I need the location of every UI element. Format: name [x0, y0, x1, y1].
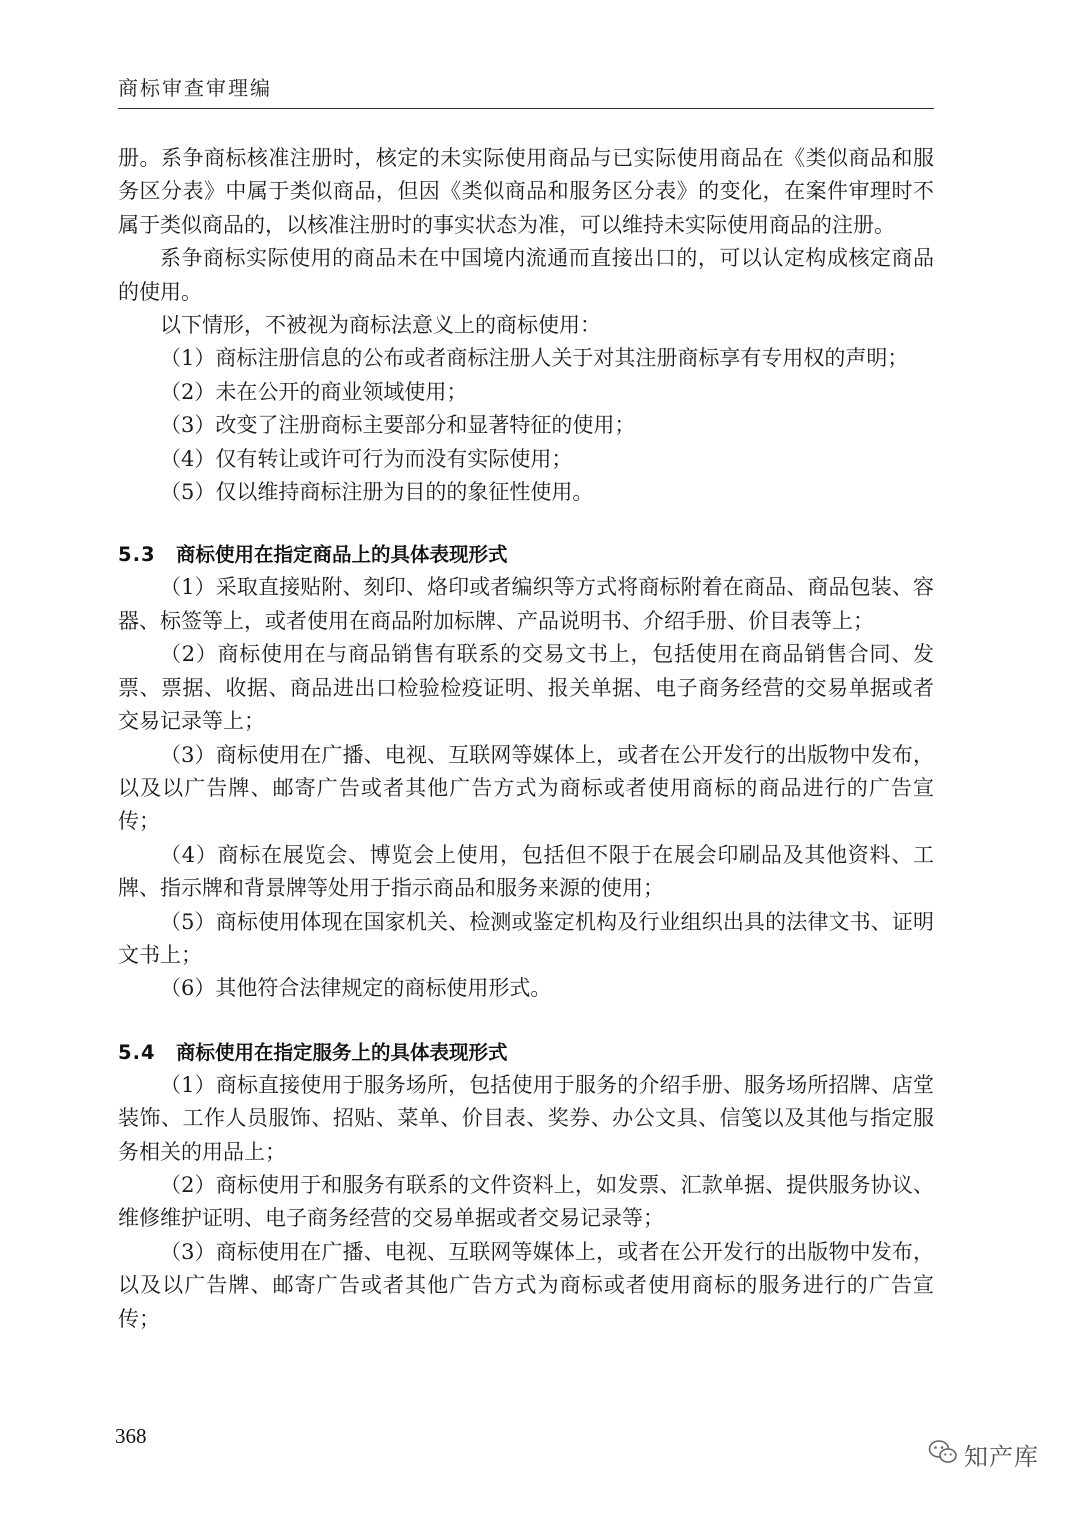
paragraph-non-use-intro: 以下情形，不被视为商标法意义上的商标使用： [160, 313, 601, 338]
list-item: （4）商标在展览会、博览会上使用，包括但不限于在展会印刷品及其他资料、工牌、指示牌和背景牌等处用于指示商品和服务来源的使用； [118, 842, 934, 901]
section-number: 5.3 [118, 543, 156, 567]
section-heading-5-3 [118, 538, 934, 571]
page-number: 368 [115, 1424, 147, 1448]
section-number: 5.4 [118, 1040, 156, 1064]
list-item: （2）商标使用于和服务有联系的文件资料上，如发票、汇款单据、提供服务协议、维修维护证明、电子商务经营的交易单据或者交易记录等； [118, 1172, 934, 1231]
running-header [118, 70, 934, 109]
non-use-list [118, 342, 934, 509]
list-item: （2）未在公开的商业领域使用； [160, 379, 468, 404]
header-title: 商标审查审理编 [118, 76, 272, 100]
page-body [118, 142, 934, 1336]
list-item: （3）商标使用在广播、电视、互联网等媒体上，或者在公开发行的出版物中发布，以及以广告牌、邮寄广告或者其他广告方式为商标或者使用商标的服务进行的广告宣传； [118, 1239, 934, 1331]
watermark-text: 知产库 [964, 1442, 1039, 1471]
list-item: （1）商标注册信息的公布或者商标注册人关于对其注册商标享有专用权的声明； [160, 346, 909, 371]
list-item: （3）改变了注册商标主要部分和显著特征的使用； [160, 413, 636, 438]
list-item: （3）商标使用在广播、电视、互联网等媒体上，或者在公开发行的出版物中发布，以及以广告牌、邮寄广告或者其他广告方式为商标或者使用商标的商品进行的广告宣传； [118, 742, 934, 834]
watermark [928, 1434, 1039, 1474]
paragraph-export-use: 系争商标实际使用的商品未在中国境内流通而直接出口的，可以认定构成核定商品的使用。 [118, 246, 934, 304]
list-item: （6）其他符合法律规定的商标使用形式。 [160, 976, 552, 1001]
list-item: （1）采取直接贴附、刻印、烙印或者编织等方式将商标附着在商品、商品包装、容器、标签等上，或者使用在商品附加标牌、产品说明书、介绍手册、价目表等上； [118, 575, 934, 633]
section-title: 商标使用在指定服务上的具体表现形式 [176, 1040, 508, 1064]
services-use-list [118, 1069, 934, 1336]
list-item: （1）商标直接使用于服务场所，包括使用于服务的介绍手册、服务场所招牌、店堂装饰、工作人员服饰、招贴、菜单、价目表、奖券、办公文具、信笺以及其他与指定服务相关的用品上； [118, 1072, 934, 1164]
goods-use-list [118, 571, 934, 1005]
list-item: （4）仅有转让或许可行为而没有实际使用； [160, 446, 573, 471]
list-item: （5）仅以维持商标注册为目的的象征性使用。 [160, 480, 594, 505]
section-heading-5-4 [118, 1036, 934, 1069]
list-item: （5）商标使用体现在国家机关、检测或鉴定机构及行业组织出具的法律文书、证明文书上； [118, 909, 934, 967]
paragraph-continued: 册。系争商标核准注册时，核定的未实际使用商品与已实际使用商品在《类似商品和服务区分表》中属于类似商品，但因《类似商品和服务区分表》的变化，在案件审理时不属于类似商品的，以核准注册时的事实状态为准，可以维持未实际使用商品的注册。 [118, 146, 934, 237]
section-title: 商标使用在指定商品上的具体表现形式 [176, 543, 508, 567]
list-item: （2）商标使用在与商品销售有联系的交易文书上，包括使用在商品销售合同、发票、票据、收据、商品进出口检验检疫证明、报关单据、电子商务经营的交易单据或者交易记录等上； [118, 642, 934, 734]
wechat-icon [928, 1439, 958, 1469]
